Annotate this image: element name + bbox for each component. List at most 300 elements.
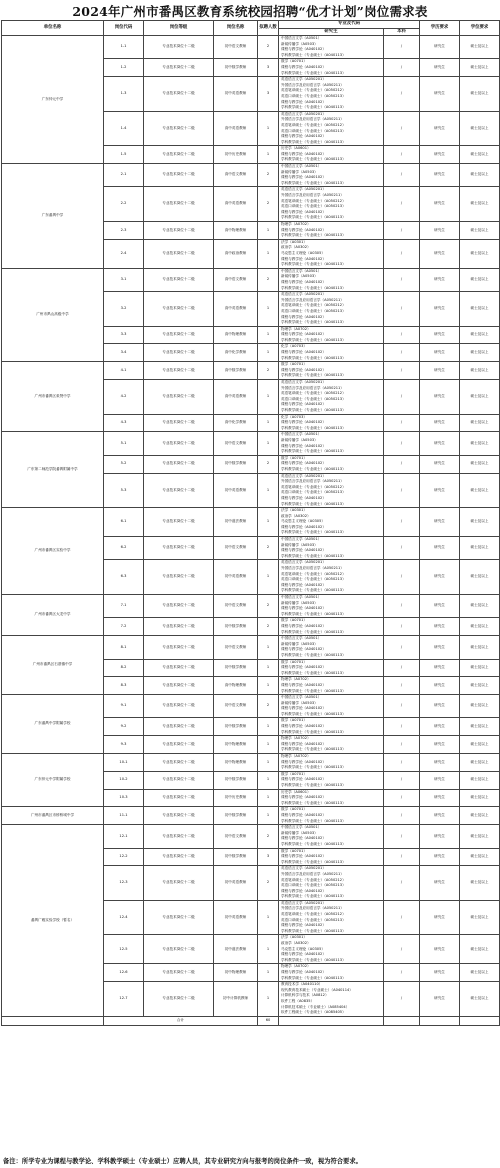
- major-requirements: 中国语言文学（A0501） 新闻传播学（A0503） 课程与教学论（A040102） 学科教学硕士（专业硕士）（A040113）: [279, 636, 384, 659]
- position-grade: 专业技术岗位十二级: [144, 900, 214, 935]
- position-code: 10-1: [104, 754, 144, 772]
- position-code: 3-3: [104, 326, 144, 344]
- hire-count: 2: [258, 36, 279, 59]
- position-grade: 专业技术岗位十二级: [144, 537, 214, 560]
- table-row: [2, 362, 500, 380]
- education-requirement: 研究生: [420, 900, 460, 935]
- undergrad-major: /: [384, 718, 420, 736]
- position-code: 7-1: [104, 595, 144, 618]
- position-grade: 专业技术岗位十二级: [144, 146, 214, 164]
- position-name: 高中英语教师: [214, 292, 258, 327]
- major-requirements: 中国语言文学（A0501） 新闻传播学（A0503） 课程与教学论（A040102） 学科教学硕士（专业硕士）（A040113）: [279, 268, 384, 291]
- header-major-grad: 研究生: [279, 28, 384, 36]
- major-requirements: 英语语言文学（A050201） 外国语言学及应用语言学（A050211） 英语笔译硕士（专业硕士）（A050212） 英语口译硕士（专业硕士）（A050213） 课程与教学论（A040102） 学科教学硕士（专业硕士）（A040113）: [279, 560, 384, 595]
- undergrad-major: /: [384, 164, 420, 187]
- major-requirements: 英语语言文学（A050201） 外国语言学及应用语言学（A050211） 英语笔译硕士（专业硕士）（A050212） 英语口译硕士（专业硕士）（A050213） 课程与教学论（A040102） 学科教学硕士（专业硕士）（A040113）: [279, 292, 384, 327]
- undergrad-major: /: [384, 362, 420, 380]
- position-grade: 专业技术岗位十二级: [144, 866, 214, 901]
- undergrad-major: /: [384, 344, 420, 362]
- position-name: 高中化学教师: [214, 414, 258, 432]
- position-name: 高中英语教师: [214, 187, 258, 222]
- header-major-group: 专业及代码: [279, 21, 420, 29]
- education-requirement: 研究生: [420, 595, 460, 618]
- undergrad-major: /: [384, 636, 420, 659]
- position-grade: 专业技术岗位十二级: [144, 111, 214, 146]
- hire-count: 1: [258, 807, 279, 825]
- undergrad-major: /: [384, 595, 420, 618]
- position-name: 初中道法教师: [214, 508, 258, 537]
- education-requirement: 研究生: [420, 508, 460, 537]
- header-degree: 学位要求: [460, 21, 500, 36]
- position-grade: 专业技术岗位十二级: [144, 268, 214, 291]
- position-name: 初中物理教师: [214, 754, 258, 772]
- table-row: [2, 807, 500, 825]
- education-requirement: 研究生: [420, 432, 460, 455]
- major-requirements: 英语语言文学（A050201） 外国语言学及应用语言学（A050211） 英语笔译硕士（专业硕士）（A050212） 英语口译硕士（专业硕士）（A050213） 课程与教学论（A040102） 学科教学硕士（专业硕士）（A040113）: [279, 866, 384, 901]
- position-code: 9-3: [104, 736, 144, 754]
- position-code: 12-4: [104, 900, 144, 935]
- undergrad-major: /: [384, 432, 420, 455]
- footnote: 备注：所学专业为课程与教学论、学科教学硕士（专业硕士）应聘人员，其专业研究方向与报考的岗位条件一致，视为符合要求。: [3, 1158, 362, 1165]
- school-name: 广东第二师范学院番禺附属中学: [2, 432, 104, 508]
- undergrad-major: /: [384, 695, 420, 718]
- position-name: 初中语文教师: [214, 636, 258, 659]
- degree-requirement: 硕士及以上: [460, 187, 500, 222]
- position-code: 6-1: [104, 508, 144, 537]
- degree-requirement: 硕士及以上: [460, 59, 500, 77]
- hire-count: 2: [258, 695, 279, 718]
- table-row: [2, 695, 500, 718]
- major-requirements: 中国语言文学（A0501） 新闻传播学（A0503） 课程与教学论（A040102） 学科教学硕士（专业硕士）（A040113）: [279, 164, 384, 187]
- education-requirement: 研究生: [420, 239, 460, 268]
- position-code: 7-2: [104, 618, 144, 636]
- education-requirement: 研究生: [420, 848, 460, 866]
- degree-requirement: 硕士及以上: [460, 326, 500, 344]
- position-grade: 专业技术岗位十二级: [144, 344, 214, 362]
- degree-requirement: 硕士及以上: [460, 362, 500, 380]
- undergrad-major: /: [384, 187, 420, 222]
- major-requirements: 物理学（A0702） 课程与教学论（A040102） 学科教学硕士（专业硕士）（A040113）: [279, 964, 384, 982]
- position-name: 高中政治教师: [214, 239, 258, 268]
- degree-requirement: 硕士及以上: [460, 659, 500, 677]
- position-grade: 专业技术岗位十二级: [144, 736, 214, 754]
- education-requirement: 研究生: [420, 935, 460, 964]
- major-requirements: 历史学（A0601） 课程与教学论（A040102） 学科教学硕士（专业硕士）（A040113）: [279, 146, 384, 164]
- header-count: 拟聘人数: [258, 21, 279, 36]
- position-name: 高中物理教师: [214, 326, 258, 344]
- position-grade: 专业技术岗位十二级: [144, 432, 214, 455]
- header-education: 学历要求: [420, 21, 460, 36]
- position-name: 高中英语教师: [214, 111, 258, 146]
- degree-requirement: 硕士及以上: [460, 222, 500, 240]
- total-degree-cell: [460, 1016, 500, 1025]
- school-name: 广东番禺中学附属学校: [2, 695, 104, 754]
- major-requirements: 物理学（A0702） 课程与教学论（A040102） 学科教学硕士（专业硕士）（A040113）: [279, 736, 384, 754]
- degree-requirement: 硕士及以上: [460, 111, 500, 146]
- position-name: 初中语文教师: [214, 537, 258, 560]
- position-code: 12-1: [104, 825, 144, 848]
- undergrad-major: /: [384, 537, 420, 560]
- degree-requirement: 硕士及以上: [460, 595, 500, 618]
- school-name: 番禺广雅实验学校（暂名）: [2, 825, 104, 1017]
- table-row: [2, 595, 500, 618]
- position-code: 3-2: [104, 292, 144, 327]
- hire-count: 1: [258, 754, 279, 772]
- position-grade: 专业技术岗位十二级: [144, 414, 214, 432]
- major-requirements: 物理学（A0702） 课程与教学论（A040102） 学科教学硕士（专业硕士）（A040113）: [279, 222, 384, 240]
- position-name: 初中数学教师: [214, 659, 258, 677]
- header-major-undergrad: 本科: [384, 28, 420, 36]
- major-requirements: 中国语言文学（A0501） 新闻传播学（A0503） 课程与教学论（A040102） 学科教学硕士（专业硕士）（A040113）: [279, 432, 384, 455]
- education-requirement: 研究生: [420, 771, 460, 789]
- total-row: [2, 1016, 500, 1025]
- position-code: 3-1: [104, 268, 144, 291]
- undergrad-major: /: [384, 473, 420, 508]
- position-name: 初中语文教师: [214, 695, 258, 718]
- position-grade: 专业技术岗位十二级: [144, 508, 214, 537]
- undergrad-major: /: [384, 825, 420, 848]
- undergrad-major: /: [384, 964, 420, 982]
- school-name: 广州市禺山高级中学: [2, 268, 104, 362]
- position-name: 初中语文教师: [214, 36, 258, 59]
- position-name: 初中语文教师: [214, 595, 258, 618]
- position-code: 9-1: [104, 695, 144, 718]
- major-requirements: 历史学（A0601） 课程与教学论（A040102） 学科教学硕士（专业硕士）（A040113）: [279, 789, 384, 807]
- position-grade: 专业技术岗位十二级: [144, 380, 214, 415]
- hire-count: 1: [258, 292, 279, 327]
- position-code: 2-1: [104, 164, 144, 187]
- degree-requirement: 硕士及以上: [460, 473, 500, 508]
- position-code: 10-2: [104, 771, 144, 789]
- major-requirements: 英语语言文学（A050201） 外国语言学及应用语言学（A050211） 英语笔译硕士（专业硕士）（A050212） 英语口译硕士（专业硕士）（A050213） 课程与教学论（A040102） 学科教学硕士（专业硕士）（A040113）: [279, 900, 384, 935]
- school-name: 广州市番禺区实验中学: [2, 508, 104, 595]
- education-requirement: 研究生: [420, 146, 460, 164]
- position-name: 高中语文教师: [214, 164, 258, 187]
- hire-count: 1: [258, 344, 279, 362]
- hire-count: 1: [258, 659, 279, 677]
- position-code: 1-5: [104, 146, 144, 164]
- undergrad-major: /: [384, 111, 420, 146]
- position-name: 初中语文教师: [214, 825, 258, 848]
- degree-requirement: 硕士及以上: [460, 292, 500, 327]
- position-code: 2-2: [104, 187, 144, 222]
- major-requirements: 教育技术学（A040110） 现代教育技术硕士（专业硕士）（A040114） 计算机科学与技术（A0812） 软件工程（A0835） 计算机技术硕士（专业硕士）（A085404） 软件工程硕士（专业硕士）（A085405）: [279, 982, 384, 1017]
- degree-requirement: 硕士及以上: [460, 344, 500, 362]
- education-requirement: 研究生: [420, 222, 460, 240]
- position-name: 初中数学教师: [214, 618, 258, 636]
- undergrad-major: /: [384, 982, 420, 1017]
- undergrad-major: /: [384, 146, 420, 164]
- header-code: 岗位代码: [104, 21, 144, 36]
- degree-requirement: 硕士及以上: [460, 866, 500, 901]
- total-label: 合计: [104, 1016, 258, 1025]
- position-code: 5-1: [104, 432, 144, 455]
- table-row: [2, 36, 500, 59]
- undergrad-major: /: [384, 848, 420, 866]
- hire-count: 1: [258, 111, 279, 146]
- header-grade: 岗位等级: [144, 21, 214, 36]
- hire-count: 1: [258, 239, 279, 268]
- total-undergrad-cell: [384, 1016, 420, 1025]
- major-requirements: 法学（A0301） 政治学（A0302） 马克思主义理论（A0305） 课程与教学论（A040102） 学科教学硕士（专业硕士）（A040113）: [279, 239, 384, 268]
- position-code: 6-3: [104, 560, 144, 595]
- undergrad-major: /: [384, 736, 420, 754]
- position-code: 3-4: [104, 344, 144, 362]
- major-requirements: 数学（A0701） 课程与教学论（A040102） 学科教学硕士（专业硕士）（A040113）: [279, 848, 384, 866]
- position-name: 高中物理教师: [214, 222, 258, 240]
- undergrad-major: /: [384, 380, 420, 415]
- hire-count: 2: [258, 187, 279, 222]
- undergrad-major: /: [384, 239, 420, 268]
- school-name: 广东番禺中学: [2, 164, 104, 269]
- education-requirement: 研究生: [420, 77, 460, 112]
- school-name: 广州市番禺区象贤中学: [2, 362, 104, 432]
- position-name: 初中英语教师: [214, 866, 258, 901]
- hire-count: 1: [258, 900, 279, 935]
- degree-requirement: 硕士及以上: [460, 964, 500, 982]
- hire-count: 3: [258, 59, 279, 77]
- major-requirements: 数学（A0701） 课程与教学论（A040102） 学科教学硕士（专业硕士）（A040113）: [279, 659, 384, 677]
- degree-requirement: 硕士及以上: [460, 414, 500, 432]
- table-row: [2, 432, 500, 455]
- position-code: 11-1: [104, 807, 144, 825]
- education-requirement: 研究生: [420, 807, 460, 825]
- major-requirements: 化学（A0703） 课程与教学论（A040102） 学科教学硕士（专业硕士）（A040113）: [279, 414, 384, 432]
- education-requirement: 研究生: [420, 695, 460, 718]
- major-requirements: 数学（A0701） 课程与教学论（A040102） 学科教学硕士（专业硕士）（A040113）: [279, 362, 384, 380]
- education-requirement: 研究生: [420, 754, 460, 772]
- position-name: 初中数学教师: [214, 455, 258, 473]
- position-grade: 专业技术岗位十二级: [144, 455, 214, 473]
- position-name: 初中数学教师: [214, 771, 258, 789]
- major-requirements: 中国语言文学（A0501） 新闻传播学（A0503） 课程与教学论（A040102） 学科教学硕士（专业硕士）（A040113）: [279, 825, 384, 848]
- education-requirement: 研究生: [420, 111, 460, 146]
- header-school: 单位名称: [2, 21, 104, 36]
- position-code: 5-3: [104, 473, 144, 508]
- hire-count: 1: [258, 935, 279, 964]
- undergrad-major: /: [384, 618, 420, 636]
- position-code: 4-2: [104, 380, 144, 415]
- position-code: 8-1: [104, 636, 144, 659]
- position-name: 初中数学教师: [214, 59, 258, 77]
- position-grade: 专业技术岗位十二级: [144, 695, 214, 718]
- position-name: 初中历史教师: [214, 789, 258, 807]
- position-grade: 专业技术岗位十二级: [144, 935, 214, 964]
- position-grade: 专业技术岗位十二级: [144, 618, 214, 636]
- education-requirement: 研究生: [420, 825, 460, 848]
- major-requirements: 物理学（A0702） 课程与教学论（A040102） 学科教学硕士（专业硕士）（A040113）: [279, 677, 384, 695]
- degree-requirement: 硕士及以上: [460, 677, 500, 695]
- hire-count: 2: [258, 537, 279, 560]
- education-requirement: 研究生: [420, 636, 460, 659]
- degree-requirement: 硕士及以上: [460, 825, 500, 848]
- undergrad-major: /: [384, 900, 420, 935]
- position-grade: 专业技术岗位十二级: [144, 754, 214, 772]
- education-requirement: 研究生: [420, 736, 460, 754]
- position-grade: 专业技术岗位十二级: [144, 560, 214, 595]
- degree-requirement: 硕士及以上: [460, 754, 500, 772]
- hire-count: 1: [258, 146, 279, 164]
- table-row: [2, 508, 500, 537]
- hire-count: 1: [258, 380, 279, 415]
- major-requirements: 中国语言文学（A0501） 新闻传播学（A0503） 课程与教学论（A040102） 学科教学硕士（专业硕士）（A040113）: [279, 595, 384, 618]
- position-grade: 专业技术岗位十二级: [144, 659, 214, 677]
- position-name: 初中语文教师: [214, 432, 258, 455]
- position-name: 高中化学教师: [214, 344, 258, 362]
- position-name: 初中道法教师: [214, 935, 258, 964]
- degree-requirement: 硕士及以上: [460, 560, 500, 595]
- major-requirements: 化学（A0703） 课程与教学论（A040102） 学科教学硕士（专业硕士）（A040113）: [279, 344, 384, 362]
- education-requirement: 研究生: [420, 964, 460, 982]
- hire-count: 1: [258, 964, 279, 982]
- degree-requirement: 硕士及以上: [460, 537, 500, 560]
- header-position: 岗位名称: [214, 21, 258, 36]
- education-requirement: 研究生: [420, 362, 460, 380]
- hire-count: 1: [258, 789, 279, 807]
- education-requirement: 研究生: [420, 36, 460, 59]
- hire-count: 1: [258, 736, 279, 754]
- position-code: 8-3: [104, 677, 144, 695]
- position-name: 初中英语教师: [214, 473, 258, 508]
- undergrad-major: /: [384, 560, 420, 595]
- education-requirement: 研究生: [420, 537, 460, 560]
- degree-requirement: 硕士及以上: [460, 807, 500, 825]
- position-grade: 专业技术岗位十二级: [144, 982, 214, 1017]
- table-row: [2, 825, 500, 848]
- major-requirements: 法学（A0301） 政治学（A0302） 马克思主义理论（A0305） 课程与教学论（A040102） 学科教学硕士（专业硕士）（A040113）: [279, 508, 384, 537]
- education-requirement: 研究生: [420, 380, 460, 415]
- undergrad-major: /: [384, 59, 420, 77]
- total-education-cell: [420, 1016, 460, 1025]
- degree-requirement: 硕士及以上: [460, 771, 500, 789]
- undergrad-major: /: [384, 677, 420, 695]
- education-requirement: 研究生: [420, 414, 460, 432]
- position-name: 初中数学教师: [214, 718, 258, 736]
- undergrad-major: /: [384, 866, 420, 901]
- major-requirements: 英语语言文学（A050201） 外国语言学及应用语言学（A050211） 英语笔译硕士（专业硕士）（A050212） 英语口译硕士（专业硕士）（A050213） 课程与教学论（A040102） 学科教学硕士（专业硕士）（A040113）: [279, 187, 384, 222]
- position-code: 12-5: [104, 935, 144, 964]
- major-requirements: 中国语言文学（A0501） 新闻传播学（A0503） 课程与教学论（A040102） 学科教学硕士（专业硕士）（A040113）: [279, 36, 384, 59]
- education-requirement: 研究生: [420, 618, 460, 636]
- position-grade: 专业技术岗位十二级: [144, 36, 214, 59]
- position-name: 初中英语教师: [214, 560, 258, 595]
- position-grade: 专业技术岗位十二级: [144, 77, 214, 112]
- hire-count: 1: [258, 473, 279, 508]
- degree-requirement: 硕士及以上: [460, 268, 500, 291]
- education-requirement: 研究生: [420, 187, 460, 222]
- position-grade: 专业技术岗位十二级: [144, 473, 214, 508]
- position-code: 1-2: [104, 59, 144, 77]
- position-code: 12-7: [104, 982, 144, 1017]
- major-requirements: 物理学（A0702） 课程与教学论（A040102） 学科教学硕士（专业硕士）（A040113）: [279, 326, 384, 344]
- degree-requirement: 硕士及以上: [460, 77, 500, 112]
- page-title: 2024年广州市番禺区教育系统校园招聘“优才计划”岗位需求表: [72, 4, 428, 19]
- degree-requirement: 硕士及以上: [460, 36, 500, 59]
- major-requirements: 英语语言文学（A050201） 外国语言学及应用语言学（A050211） 英语笔译硕士（专业硕士）（A050212） 英语口译硕士（专业硕士）（A050213） 课程与教学论（A040102） 学科教学硕士（专业硕士）（A040113）: [279, 473, 384, 508]
- education-requirement: 研究生: [420, 659, 460, 677]
- degree-requirement: 硕士及以上: [460, 455, 500, 473]
- education-requirement: 研究生: [420, 326, 460, 344]
- education-requirement: 研究生: [420, 718, 460, 736]
- hire-count: 1: [258, 636, 279, 659]
- degree-requirement: 硕士及以上: [460, 146, 500, 164]
- education-requirement: 研究生: [420, 982, 460, 1017]
- major-requirements: 数学（A0701） 课程与教学论（A040102） 学科教学硕士（专业硕士）（A040113）: [279, 455, 384, 473]
- education-requirement: 研究生: [420, 268, 460, 291]
- total-school-cell: [2, 1016, 104, 1025]
- position-name: 初中英语教师: [214, 900, 258, 935]
- education-requirement: 研究生: [420, 473, 460, 508]
- education-requirement: 研究生: [420, 789, 460, 807]
- major-requirements: 数学（A0701） 课程与教学论（A040102） 学科教学硕士（专业硕士）（A040113）: [279, 718, 384, 736]
- position-grade: 专业技术岗位十二级: [144, 789, 214, 807]
- hire-count: 1: [258, 982, 279, 1017]
- major-requirements: 英语语言文学（A050201） 外国语言学及应用语言学（A050211） 英语笔译硕士（专业硕士）（A050212） 英语口译硕士（专业硕士）（A050213） 课程与教学论（A040102） 学科教学硕士（专业硕士）（A040113）: [279, 77, 384, 112]
- position-code: 8-2: [104, 659, 144, 677]
- undergrad-major: /: [384, 455, 420, 473]
- major-requirements: 数学（A0701） 课程与教学论（A040102） 学科教学硕士（专业硕士）（A040113）: [279, 59, 384, 77]
- education-requirement: 研究生: [420, 866, 460, 901]
- position-grade: 专业技术岗位十二级: [144, 222, 214, 240]
- hire-count: 1: [258, 508, 279, 537]
- degree-requirement: 硕士及以上: [460, 618, 500, 636]
- position-grade: 专业技术岗位十二级: [144, 807, 214, 825]
- undergrad-major: /: [384, 268, 420, 291]
- position-code: 2-3: [104, 222, 144, 240]
- undergrad-major: /: [384, 754, 420, 772]
- major-requirements: 数学（A0701） 课程与教学论（A040102） 学科教学硕士（专业硕士）（A040113）: [279, 618, 384, 636]
- position-name: 高中数学教师: [214, 362, 258, 380]
- job-requirements-table: [1, 20, 500, 1026]
- education-requirement: 研究生: [420, 344, 460, 362]
- hire-count: 1: [258, 222, 279, 240]
- degree-requirement: 硕士及以上: [460, 432, 500, 455]
- education-requirement: 研究生: [420, 677, 460, 695]
- position-grade: 专业技术岗位十二级: [144, 292, 214, 327]
- school-name: 广东仲元中学附属学校: [2, 754, 104, 807]
- undergrad-major: /: [384, 292, 420, 327]
- hire-count: 2: [258, 455, 279, 473]
- hire-count: 1: [258, 432, 279, 455]
- undergrad-major: /: [384, 807, 420, 825]
- undergrad-major: /: [384, 414, 420, 432]
- hire-count: 1: [258, 560, 279, 595]
- hire-count: 2: [258, 618, 279, 636]
- degree-requirement: 硕士及以上: [460, 982, 500, 1017]
- position-code: 1-4: [104, 111, 144, 146]
- undergrad-major: /: [384, 36, 420, 59]
- education-requirement: 研究生: [420, 292, 460, 327]
- school-name: 广州市番禺区大龙中学: [2, 595, 104, 636]
- position-grade: 专业技术岗位十二级: [144, 164, 214, 187]
- major-requirements: 数学（A0701） 课程与教学论（A040102） 学科教学硕士（专业硕士）（A040113）: [279, 771, 384, 789]
- hire-count: 1: [258, 718, 279, 736]
- undergrad-major: /: [384, 77, 420, 112]
- degree-requirement: 硕士及以上: [460, 900, 500, 935]
- position-grade: 专业技术岗位十二级: [144, 595, 214, 618]
- major-requirements: 法学（A0301） 政治学（A0302） 马克思主义理论（A0305） 课程与教学论（A040102） 学科教学硕士（专业硕士）（A040113）: [279, 935, 384, 964]
- position-code: 1-3: [104, 77, 144, 112]
- degree-requirement: 硕士及以上: [460, 718, 500, 736]
- position-name: 初中数学教师: [214, 807, 258, 825]
- major-requirements: 中国语言文学（A0501） 新闻传播学（A0503） 课程与教学论（A040102） 学科教学硕士（专业硕士）（A040113）: [279, 695, 384, 718]
- school-name: 广东仲元中学: [2, 36, 104, 164]
- education-requirement: 研究生: [420, 560, 460, 595]
- position-code: 10-3: [104, 789, 144, 807]
- position-grade: 专业技术岗位十二级: [144, 187, 214, 222]
- position-grade: 专业技术岗位十二级: [144, 362, 214, 380]
- position-grade: 专业技术岗位十二级: [144, 771, 214, 789]
